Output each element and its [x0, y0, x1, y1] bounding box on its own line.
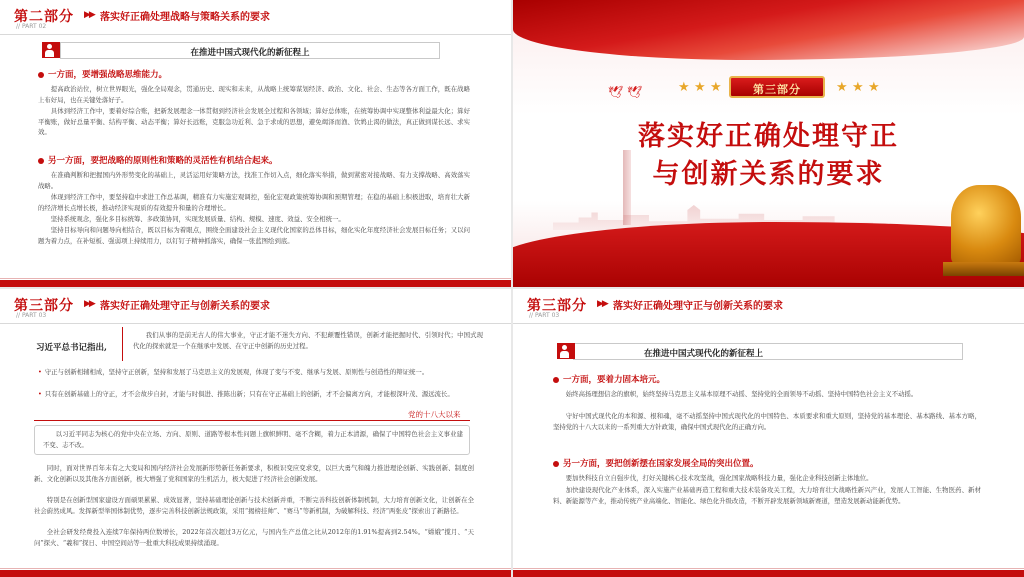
- bullet-item: [38, 367, 470, 378]
- paragraph: 要加快科技自立自强步伐，打好关键核心技术攻坚战，强化国家战略科技力量，强化企业科技创新主体地位。: [565, 474, 873, 482]
- part-badge-label: 第三部分: [753, 83, 801, 96]
- slide-header: [0, 0, 511, 34]
- header-divider: [0, 323, 511, 324]
- slide-title: 落实好正确处理守正与创新关系的要求: [100, 301, 270, 312]
- part-number: // PART 03: [16, 312, 47, 319]
- paragraph: 提高政治站位，树立世界眼光，强化全局观念，贯通历史、现实和未来，从战略上统筹谋划经济、政治、文化、社会、生态等各方面工作，既在战略上布好局，也在关键处落好子。: [38, 85, 470, 104]
- slide-header: [513, 289, 1024, 323]
- part-number: // PART 02: [16, 23, 47, 30]
- bullet-item: [38, 389, 470, 400]
- slide-title: 落实好正确处理战略与策略关系的要求: [100, 12, 270, 23]
- part-label: 第三部分: [527, 298, 587, 314]
- slide-separator: [0, 287, 1024, 289]
- paragraph: 在准确判断和把握国内外形势变化的基础上，灵活运用好策略方法，找准工作切入点，细化落实举措，做到紧密对接战略、有力支撑战略、高效落实战略。: [38, 171, 470, 190]
- paragraph: 全社会研发经费投入连续7年保持两位数增长，2022年首次超过3万亿元，与国内生产总值之比从2012年的1.91%提高到2.54%。“嫦娥”揽月、“天问”探火、“羲和”探日、中国空间站等一批重大科技成果持续涌现。: [34, 528, 474, 547]
- paragraph: 坚持系统观念，强化多目标统筹、多政策协同，实现发展质量、结构、规模、速度、效益、安全相统一。: [50, 215, 345, 223]
- footer-line: [0, 278, 511, 279]
- cover-title-line2: 与创新关系的要求: [652, 159, 885, 190]
- red-flag-banner: [513, 0, 1024, 60]
- arrow-icon: ▶▶: [84, 10, 94, 20]
- bullet-text: 守正与创新相辅相成，坚持守正创新，坚持和发展了马克思主义的发展观，体现了变与不变、继承与发展、原则性与创造性的辩证统一。: [44, 368, 429, 376]
- part-label: 第三部分: [14, 298, 74, 314]
- star-icon: ★: [868, 80, 880, 95]
- subheading-1: [38, 68, 167, 80]
- section-banner-label: 在推进中国式现代化的新征程上: [190, 48, 310, 58]
- header-divider: [0, 34, 511, 35]
- person-icon: [557, 343, 575, 359]
- arrow-icon: ▶▶: [84, 299, 94, 309]
- arrow-icon: ▶▶: [597, 299, 607, 309]
- star-icon: ★: [852, 80, 864, 95]
- section-banner: [60, 42, 440, 59]
- speaker-label: 习近平总书记指出,: [36, 343, 107, 353]
- footer-bar: [0, 570, 511, 577]
- slide-title: 落实好正确处理守正与创新关系的要求: [613, 301, 783, 312]
- subheading-2-text: 另一方面，要把战略的原则性和策略的灵活性有机结合起来。: [48, 156, 278, 166]
- paragraph: 坚持目标导向和问题导向相结合，既以目标为着眼点，围绕全面建设社会主义现代化国家的总体目标，细化实化年度经济社会发展目标任务；又以问题为着力点，在补短板、强弱项上持续用力，以钉钉子精神抓落实，确保一张蓝图绘到底。: [38, 226, 470, 245]
- bullet-icon: •: [38, 368, 42, 376]
- highlight-box: [34, 425, 470, 455]
- paragraph: 加快建设现代化产业体系，深入实施产业基础再造工程和重大技术装备攻关工程，大力培育壮大战略性新兴产业，发展人工智能、生物医药、新材料、新能源等产业，推动传统产业高端化、智能化、绿色化升级改造，不断开辟发展新领域新赛道，塑造发展新动能新优势。: [553, 486, 981, 505]
- part-label: 第二部分: [14, 9, 74, 25]
- part-badge: [729, 76, 825, 98]
- cover-title-line1: 落实好正确处理守正: [638, 121, 899, 152]
- person-icon: [42, 42, 60, 58]
- paragraph: 特别是在创新型国家建设方面硕果累累、成效显著，坚持基础理论创新与技术创新并重，不断完善科技创新体制机制，大力培育创新文化，让创新在全社会蔚然成风。发挥新型举国体制优势，逐步完善科技创新法规政策，采用“揭榜挂帅”、“赛马”等新机制，为破解科技、经济“两张皮”探索出了新路径。: [34, 496, 474, 515]
- footer-bar: [0, 280, 511, 287]
- doves-icon: 🕊 🕊: [608, 85, 643, 99]
- header-divider: [513, 323, 1024, 324]
- paragraph: 守好中国式现代化的本和源、根和魂，毫不动摇坚持中国式现代化的中国特色、本质要求和重大原则，坚持党的基本理论、基本路线、基本方略，坚持党的十八大以来的一系列重大方针政策，确保中国式现代化的正确方向。: [553, 412, 981, 431]
- quote-box: [122, 327, 484, 361]
- slide-part2-strategy: [0, 0, 511, 287]
- quote-text: 我们从事的是前无古人的伟大事业，守正才能不迷失方向、不犯颠覆性错误，创新才能把握时代、引领时代；中国式现代化的探索就是一个在继承中发展、在守正中创新的历史过程。: [133, 331, 483, 350]
- bullet-dot-icon: [553, 461, 559, 467]
- lion-pedestal: [943, 262, 1024, 276]
- footer-bar: [513, 570, 1024, 577]
- highlight-text: 以习近平同志为核心的党中央在立场、方向、原则、道路等根本性问题上旗帜鲜明、毫不含糊，着力正本清源，确保了中国特色社会主义事业建不变、志不改。: [43, 430, 463, 449]
- bullet-icon: •: [38, 390, 42, 398]
- star-icon: ★: [710, 80, 722, 95]
- subheading-1-text: 一方面，要着力固本培元。: [563, 375, 666, 385]
- subheading-2: [553, 457, 759, 469]
- paragraph: 体现到经济工作中，要坚持稳中求进工作总基调，精准有力实施宏观调控，强化宏观政策统筹协调和预期管理；在稳的基础上积极进取，培育壮大新的经济增长点增长极，推动经济实现质的有效提升和量的合理增长。: [38, 193, 470, 212]
- section-banner-label: 在推进中国式现代化的新征程上: [644, 349, 764, 359]
- star-icon: ★: [694, 80, 706, 95]
- subheading-2-text: 另一方面，要把创新摆在国家发展全局的突出位置。: [563, 459, 759, 469]
- slide-header: [0, 289, 511, 323]
- red-ribbon: [513, 222, 1024, 287]
- source-divider: [34, 420, 470, 421]
- star-icon: ★: [678, 80, 690, 95]
- footer-line: [0, 568, 511, 569]
- subheading-1: [553, 373, 665, 385]
- subheading-1-text: 一方面，要增强战略思维能力。: [48, 70, 168, 80]
- slide-part3-newjourney: [513, 289, 1024, 577]
- slide-part3-cover: [513, 0, 1024, 287]
- source-label: 党的十八大以来: [408, 410, 461, 419]
- bullet-text: 只有在创新基础上的守正，才不会故步自封，才能与时俱进、推陈出新；只有在守正基础上的创新，才不会偏离方向，才能根深叶茂、源远流长。: [44, 390, 454, 398]
- paragraph: 同时，面对世界百年未有之大变局和国内经济社会发展新形势新任务新要求，积极识变应变求变，以巨大勇气和魄力推进理论创新、实践创新、制度创新、文化创新以及其他各方面创新，极大增强了党和国家的生机活力，极大促进了经济社会创新发展。: [34, 464, 474, 483]
- bullet-dot-icon: [553, 377, 559, 383]
- bullet-dot-icon: [38, 72, 44, 78]
- golden-lion-icon: [951, 185, 1021, 265]
- paragraph: 始终高扬理想信念的旗帜，始终坚持马克思主义基本原理不动摇、坚持党的全面领导不动摇、坚持中国特色社会主义不动摇。: [565, 390, 918, 398]
- star-icon: ★: [836, 80, 848, 95]
- part-number: // PART 03: [529, 312, 560, 319]
- slide-part3-detail: [0, 289, 511, 577]
- section-banner: [573, 343, 963, 360]
- bullet-dot-icon: [38, 158, 44, 164]
- subheading-2: [38, 154, 278, 166]
- paragraph: 具体到经济工作中，要着好综合账，把新发展理念一体贯彻到经济社会发展全过程和各领域；算好总体账，在统筹协调中实现整体利益最大化；算好平衡账，做好总量平衡、结构平衡、动态平衡；算好长远账，克服急功近利、急于求成的思想，避免竭泽而渔、饮鸩止渴的做法，真正做到谋长远、求实效。: [38, 107, 470, 137]
- footer-line: [513, 568, 1024, 569]
